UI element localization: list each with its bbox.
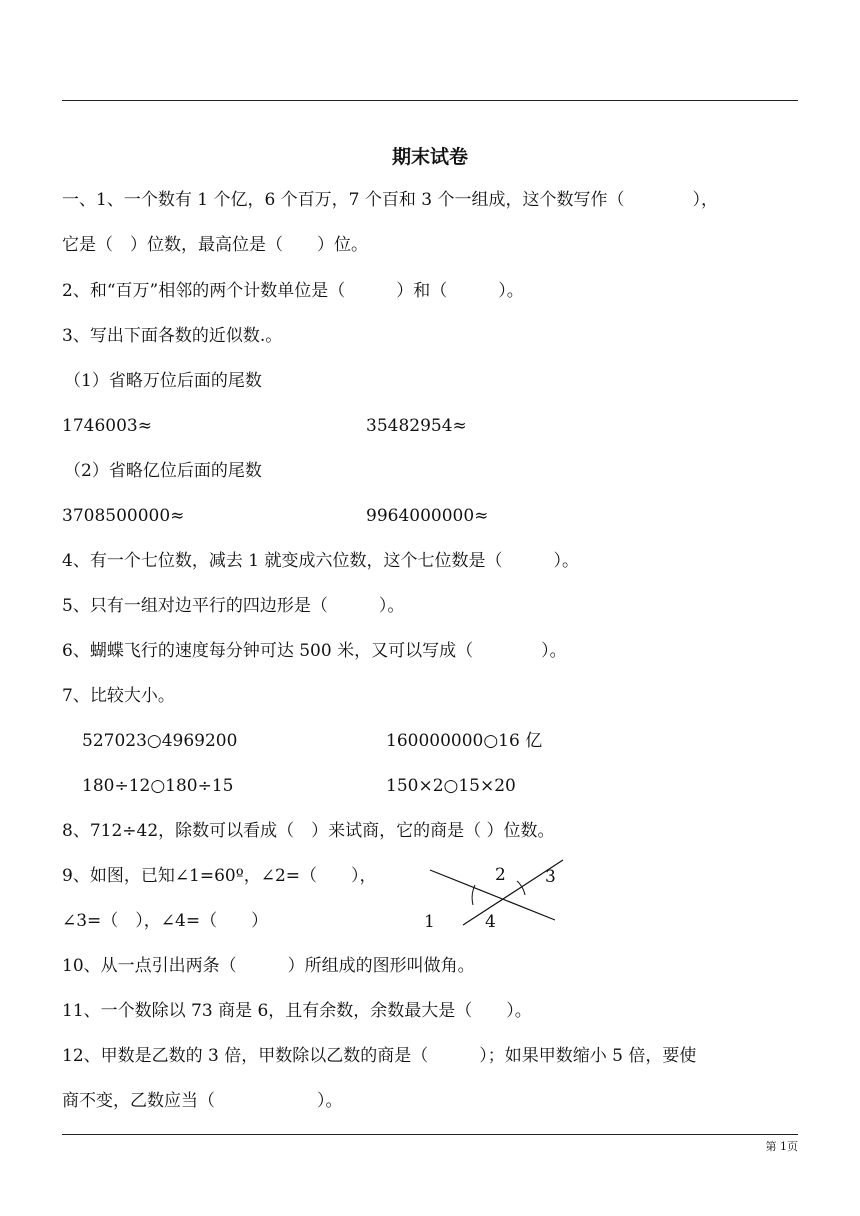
compare-b: 160000000○16 亿 <box>386 731 543 751</box>
approx-3708500000: 3708500000≈ <box>62 506 185 526</box>
compare-a: 527023○4969200 <box>82 731 238 751</box>
question-11: 11、一个数除以 73 商是 6，且有余数，余数最大是（ ）。 <box>62 1001 532 1021</box>
angle-label-3: 3 <box>545 867 556 887</box>
question-7-row-1 <box>82 730 782 752</box>
question-4: 4、有一个七位数，减去 1 就变成六位数，这个七位数是（ ）。 <box>62 551 579 571</box>
approx-35482954: 35482954≈ <box>366 416 467 436</box>
question-3-part-2: （2）省略亿位后面的尾数 <box>64 461 262 481</box>
question-1-line-1: 一、1、一个数有 1 个亿，6 个百万，7 个百和 3 个一组成，这个数写作（ ）， <box>62 190 719 210</box>
question-7: 7、比较大小。 <box>62 686 175 706</box>
page-title: 期末试卷 <box>391 146 468 168</box>
question-12-line-2: 商不变，乙数应当（ ）。 <box>62 1091 343 1111</box>
question-9-line-2: ∠3=（ ），∠4=（ ） <box>62 911 269 931</box>
compare-c: 180÷12○180÷15 <box>82 776 234 796</box>
question-12-line-1: 12、甲数是乙数的 3 倍，甲数除以乙数的商是（ ）；如果甲数缩小 5 倍，要使 <box>62 1046 697 1066</box>
question-10: 10、从一点引出两条（ ）所组成的图形叫做角。 <box>62 956 475 976</box>
question-6: 6、蝴蝶飞行的速度每分钟可达 500 米，又可以写成（ ）。 <box>62 641 567 661</box>
question-1-line-2: 它是（ ）位数，最高位是（ ）位。 <box>62 235 368 255</box>
footer-rule <box>62 1134 798 1135</box>
angle-figure <box>415 855 575 935</box>
question-2: 2、和“百万”相邻的两个计数单位是（ ）和（ ）。 <box>62 281 524 301</box>
approx-9964000000: 9964000000≈ <box>366 506 489 526</box>
question-8: 8、712÷42，除数可以看成（ ）来试商，它的商是（ ）位数。 <box>62 821 555 841</box>
page-number: 第 1页 <box>765 1140 798 1153</box>
question-7-row-2 <box>82 775 782 797</box>
question-3: 3、写出下面各数的近似数.。 <box>62 326 283 346</box>
question-9-line-1: 9、如图，已知∠1=60º，∠2=（ ）， <box>62 866 377 886</box>
question-3-part-1: （1）省略万位后面的尾数 <box>64 371 262 391</box>
angle-label-1: 1 <box>424 912 435 932</box>
angle-label-4: 4 <box>485 912 496 932</box>
compare-d: 150×2○15×20 <box>386 776 516 796</box>
approx-1746003: 1746003≈ <box>62 416 152 436</box>
question-3-row-1 <box>62 415 798 437</box>
angle-label-2: 2 <box>495 865 506 885</box>
header-rule <box>62 100 798 101</box>
question-3-row-2 <box>62 505 798 527</box>
question-5: 5、只有一组对边平行的四边形是（ ）。 <box>62 596 405 616</box>
